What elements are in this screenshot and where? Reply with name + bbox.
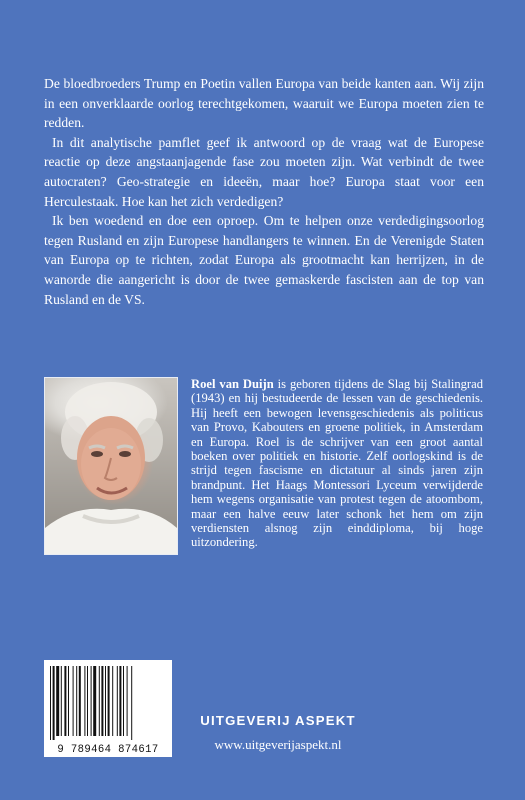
barcode-bar [87, 666, 88, 736]
barcode-bar [105, 666, 106, 736]
barcode-bar [108, 666, 110, 736]
barcode-bar [101, 666, 103, 736]
barcode-bar [68, 666, 69, 736]
author-name: Roel van Duijn [191, 377, 274, 391]
barcode-bar [53, 666, 55, 740]
author-bio [191, 377, 483, 550]
publisher-name: UITGEVERIJ ASPEKT [200, 713, 356, 728]
author-bio-text [191, 377, 483, 550]
publisher-website[interactable]: www.uitgeverijaspekt.nl [214, 737, 342, 752]
barcode-bar [117, 666, 118, 736]
barcode-bar [61, 666, 62, 736]
back-cover-blurb [44, 74, 484, 309]
barcode-bar [73, 666, 74, 736]
barcode-bar [79, 666, 81, 736]
barcode-bar [127, 666, 128, 736]
isbn-barcode [44, 660, 172, 757]
blurb-paragraph: In dit analytische pamflet geef ik antwoord op de vraag wat de Europese reactie op deze angstaanjagende fase zou moeten zijn. Wat verbindt de twee autocraten? Geo-strategie en ideeën, maar hoe? Europa staat voor een Herculestaak. Hoe kan het zich verdedigen? [44, 134, 484, 209]
blurb-paragraph: Ik ben woedend en doe een oproep. Om te helpen onze verdedigingsoorlog tegen Rusland en zijn Europese handlangers te winnen. En de Verenigde Staten van Europa op te richten, zodat Europa als grootmacht kan herrijzen, in de wanorde die aangericht is door de twee gemaskerde fascisten aan de top van Rusland en de VS. [44, 213, 484, 307]
barcode-bar [84, 666, 85, 736]
barcode-bar [93, 666, 96, 736]
barcode-bars [44, 660, 172, 742]
barcode-bar [112, 666, 113, 736]
barcode-bar [119, 666, 121, 736]
author-bio-body: is geboren tijdens de Slag bij Stalingrad (1943) en hij bestudeerde de lessen van de geschiedenis. Hij heeft een bewogen levensgeschiedenis als politicus van Provo, Kabouters en groene politiek, in Amsterdam en Europa. Roel is de schrijver van een groot aantal boeken over politiek en historie. Zelf oorlogskind is de strijd tegen fascisme en dictatuur al sinds jaren zijn brandpunt. Het Haags Montessori Lyceum verwijderde hem wegens organisatie van protest tegen de atoombom, maar een halve eeuw later schonk het hem om zijn verdiensten alsnog zijn einddiploma, bij hoge uitzondering. [191, 377, 484, 550]
blurb-paragraph: De bloedbroeders Trump en Poetin vallen Europa van beide kanten aan. Wij zijn in een onverklaarde oorlog terechtgekomen, waaruit we Europa moeten zien te redden. [44, 76, 484, 131]
barcode-bar [123, 666, 124, 736]
barcode-bar [131, 666, 132, 740]
barcode-bar [91, 666, 92, 736]
barcode-bar [76, 666, 77, 736]
author-portrait-image [45, 378, 177, 554]
barcode-bar [50, 666, 51, 740]
barcode-bar [64, 666, 66, 736]
barcode-bar [99, 666, 100, 736]
barcode-bar [56, 666, 59, 736]
author-photo [44, 377, 178, 555]
isbn-number: 9 789464 874617 [57, 744, 159, 756]
